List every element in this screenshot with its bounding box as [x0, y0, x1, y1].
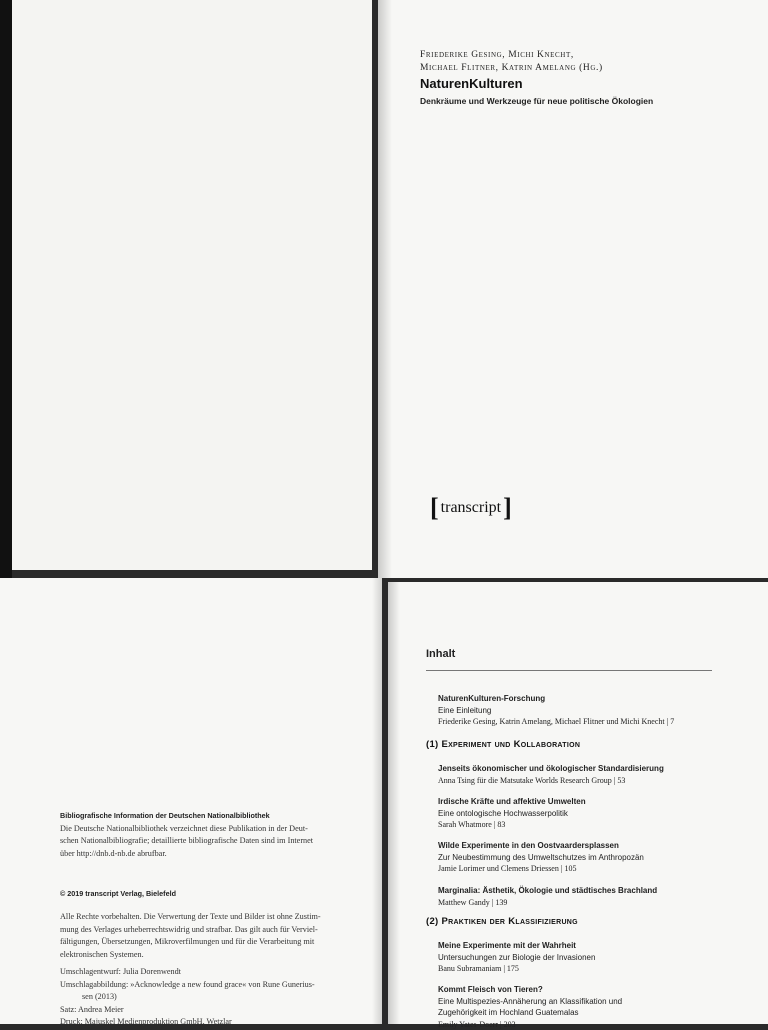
toc-entry[interactable]	[438, 840, 644, 875]
toc-entry[interactable]	[438, 885, 657, 908]
toc-section-heading[interactable]: (2) Praktiken der Klassifizierung	[426, 916, 578, 927]
bib-text-line: schen Nationalbibliografie; detaillierte bibliografische Daten sind im Internet	[60, 835, 313, 848]
entry-subtitle: Zur Neubestimmung des Umweltschutzes im Anthropozän	[438, 852, 644, 864]
editors-line-1: Friederike Gesing, Michi Knecht,	[420, 49, 603, 62]
blank-page	[12, 0, 372, 570]
book-title: NaturenKulturen	[420, 76, 523, 91]
entry-title: Kommt Fleisch von Tieren?	[438, 984, 622, 996]
entry-subtitle: Eine Einleitung	[438, 705, 674, 717]
bib-text-line: Die Deutsche Nationalbibliothek verzeichnet diese Publikation in der Deut-	[60, 823, 313, 836]
rights-line: mung des Verlages urheberrechtswidrig und strafbar. Das gilt auch für Verviel-	[60, 924, 321, 937]
entry-authors: Jamie Lorimer und Clemens Driessen | 105	[438, 863, 644, 875]
imprint-page	[0, 578, 382, 1024]
editors	[420, 49, 603, 75]
entry-title: Marginalia: Ästhetik, Ökologie und städtisches Brachland	[438, 885, 657, 897]
typesetting: Satz: Andrea Meier	[60, 1004, 315, 1017]
entry-title: Jenseits ökonomischer und ökologischer Standardisierung	[438, 763, 664, 775]
bibliographic-info	[60, 810, 313, 860]
entry-title: Irdische Kräfte und affektive Umwelten	[438, 796, 586, 808]
toc-section-heading[interactable]: (1) Experiment und Kollaboration	[426, 739, 580, 750]
entry-subtitle: Eine Multispezies-Annäherung an Klassifikation und	[438, 996, 622, 1008]
rights-line: fältigungen, Übersetzungen, Mikroverfilmungen und für die Verarbeitung mit	[60, 936, 321, 949]
rights-block	[60, 911, 321, 961]
toc-entry[interactable]	[438, 763, 664, 786]
copyright: © 2019 transcript Verlag, Bielefeld	[60, 888, 176, 901]
entry-authors: Friederike Gesing, Katrin Amelang, Michael Flitner und Michi Knecht | 7	[438, 716, 674, 728]
copyright-block	[60, 888, 176, 901]
entry-title: Wilde Experimente in den Oostvaardersplassen	[438, 840, 644, 852]
entry-authors: Matthew Gandy | 139	[438, 897, 657, 909]
editors-line-2: Michael Flitner, Katrin Amelang (Hg.)	[420, 62, 603, 75]
bib-heading: Bibliografische Information der Deutschen Nationalbibliothek	[60, 810, 313, 823]
toc-heading: Inhalt	[426, 648, 455, 660]
credits-block	[60, 966, 315, 1029]
printing: Druck: Majuskel Medienproduktion GmbH, Wetzlar	[60, 1016, 315, 1029]
title-page	[378, 0, 768, 578]
toc-page	[388, 582, 768, 1024]
toc-divider	[426, 670, 712, 671]
entry-authors: Emily Yates-Doerr | 203	[438, 1019, 622, 1030]
entry-title: Meine Experimente mit der Wahrheit	[438, 940, 595, 952]
toc-entry[interactable]	[438, 984, 622, 1030]
entry-title: NaturenKulturen-Forschung	[438, 693, 674, 705]
toc-entry[interactable]	[438, 693, 674, 728]
entry-authors: Sarah Whatmore | 83	[438, 819, 586, 831]
entry-subtitle: Eine ontologische Hochwasserpolitik	[438, 808, 586, 820]
toc-entry[interactable]	[438, 940, 595, 975]
book-subtitle: Denkräume und Werkzeuge für neue politische Ökologien	[420, 96, 653, 106]
toc-entry[interactable]	[438, 796, 586, 831]
entry-subtitle-cont: Zugehörigkeit im Hochland Guatemalas	[438, 1007, 622, 1019]
background-edge	[0, 0, 12, 578]
rights-line: Alle Rechte vorbehalten. Die Verwertung der Texte und Bilder ist ohne Zustim-	[60, 911, 321, 924]
entry-authors: Anna Tsing für die Matsutake Worlds Research Group | 53	[438, 775, 664, 787]
spine-shadow	[388, 582, 400, 1024]
bib-text-line: über http://dnb.d-nb.de abrufbar.	[60, 848, 313, 861]
cover-image-cont: sen (2013)	[60, 991, 315, 1004]
entry-subtitle: Untersuchungen zur Biologie der Invasionen	[438, 952, 595, 964]
publisher-logo: [ transcript ]	[430, 498, 512, 518]
spine-shadow	[372, 578, 382, 1024]
rights-line: elektronischen Systemen.	[60, 949, 321, 962]
cover-image: Umschlagabbildung: »Acknowledge a new found grace« von Rune Gunerius-	[60, 979, 315, 992]
cover-design: Umschlagentwurf: Julia Dorenwendt	[60, 966, 315, 979]
entry-authors: Banu Subramaniam | 175	[438, 963, 595, 975]
spine-shadow	[378, 0, 392, 578]
